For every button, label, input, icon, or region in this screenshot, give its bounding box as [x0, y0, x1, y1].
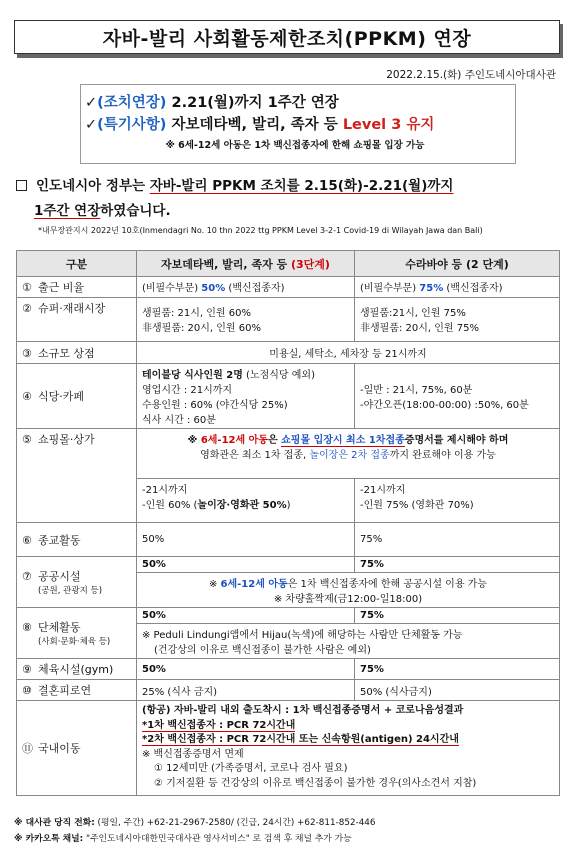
cell-notice	[137, 624, 560, 659]
cell-text: (비필수부문)	[142, 283, 202, 294]
square-bullet-icon	[16, 180, 27, 191]
row-name: 체육시설(gym)	[38, 663, 114, 676]
table-row	[17, 277, 560, 298]
row-label	[17, 342, 137, 364]
table-row	[17, 364, 560, 429]
footer-label: ※ 카카오톡 채널:	[14, 834, 84, 844]
cell-line: 非생필품: 20시, 인원 60%	[142, 323, 261, 334]
cell	[137, 364, 355, 429]
summary-tag-1: (조치연장)	[97, 95, 167, 111]
page-title: 자바-발리 사회활동제한조치(PPKM) 연장	[102, 27, 472, 50]
table-row	[17, 701, 560, 796]
cell: 50% (식사금지)	[355, 680, 560, 701]
row-name: 국내이동	[38, 742, 81, 755]
row-name: 종교활동	[38, 533, 81, 547]
summary-line-2	[85, 113, 505, 135]
footer-label: ※ 대사관 당직 전화:	[14, 818, 95, 828]
cell-line: 非생필품: 20시, 인원 75%	[360, 323, 479, 334]
note-mark: ※	[165, 140, 175, 151]
row-label	[17, 523, 137, 557]
row-label	[17, 277, 137, 298]
cell-text: 은 1차 백신접종자에 한해 공공시설 이용 가능	[287, 579, 488, 590]
cell: 50%	[137, 557, 355, 573]
cell-line: ※ 백신접종증명서 면제	[142, 748, 244, 760]
table-row	[17, 523, 560, 557]
cell-line: ② 기저질환 등 건강상의 이유로 백신접종이 불가한 경우(의사소견서 지참)	[154, 777, 477, 789]
cell-line: 생필품: 21시, 인원 60%	[142, 308, 251, 319]
row-number: ⑦	[22, 570, 32, 583]
row-number: ②	[22, 302, 32, 315]
paragraph-part1: 인도네시아 정부는	[36, 178, 146, 194]
cell-line	[142, 719, 554, 734]
cell-line: (항공) 자바-발리 내외 출도착시 : 1차 백신접종증명서 + 코로나음성결과	[142, 705, 464, 716]
cell-highlight: 놀이장은 2차 접종	[309, 450, 390, 461]
summary-note	[85, 137, 505, 151]
row-number: ④	[22, 390, 32, 403]
cell-line	[142, 446, 554, 461]
cell-line: -21시까지	[142, 485, 188, 496]
cell-line: 수용인원 : 60% (야간식당 25%)	[142, 400, 288, 411]
row-label	[17, 298, 137, 342]
summary-line-1	[85, 91, 505, 113]
summary-level: Level 3 유지	[342, 117, 435, 133]
cell-line: ※ 차량홀짝제(금12:00-일18:00)	[273, 594, 423, 605]
header-category: 구분	[17, 251, 137, 277]
cell-text: 까지 완료해야 이용 가능	[389, 450, 496, 461]
cell	[137, 298, 355, 342]
cell-text: (백신접종자)	[225, 283, 285, 294]
cell-line	[142, 366, 349, 381]
cell: 50%	[137, 659, 355, 680]
table-row	[17, 680, 560, 701]
paragraph-part3: 1주간 연장	[34, 203, 101, 219]
footer-kakao	[14, 831, 352, 844]
row-label	[17, 659, 137, 680]
measures-table	[16, 250, 560, 796]
cell-line	[142, 496, 349, 511]
decree-footnote: *내무장관지시 2022년 10호(Inmendagri No. 10 thn 2022 ttg PPKM Level 3-2-1 Covid-19 di Wilayah Jawa dan Bali)	[38, 226, 483, 235]
cell-line	[142, 575, 554, 590]
cell-text: ※	[208, 579, 221, 590]
footer-text: "주인도네시아대한민국대사관 영사서비스" 로 검색 후 채널 추가 가능	[85, 834, 352, 844]
cell-text: (노점식당 예외)	[242, 370, 315, 381]
row-number: ⑤	[22, 433, 32, 446]
cell-notice	[137, 573, 560, 608]
cell-highlight: *2차 백신접종자 : PCR 72시간내 또는 신속항원(antigen) 24시간내	[142, 734, 459, 745]
cell-line: -21시까지	[360, 485, 406, 496]
row-number: ⑧	[22, 621, 32, 634]
paragraph-part2: 자바-발리 PPKM 조치를 2.15(화)-2.21(월)까지	[149, 178, 454, 194]
cell-text: -인원 60% (	[142, 500, 198, 511]
row-number: ⑩	[22, 684, 32, 697]
table-row	[17, 429, 560, 479]
summary-text-1: 2.21(월)까지 1주간 연장	[171, 95, 339, 111]
main-paragraph	[16, 174, 564, 224]
cell-bold: 테이블당 식사인원 2명	[142, 370, 243, 381]
cell: 75%	[355, 557, 560, 573]
row-name: 결혼피로연	[38, 684, 92, 697]
table-row	[17, 342, 560, 364]
row-number: ①	[22, 281, 32, 294]
row-name: 식당·카페	[38, 390, 85, 403]
row-label	[17, 608, 137, 659]
cell-line	[142, 733, 554, 748]
summary-tag-2: (특기사항)	[97, 117, 167, 133]
cell-line	[142, 431, 554, 446]
cell	[355, 298, 560, 342]
cell: 50%	[137, 523, 355, 557]
cell-text: ※	[187, 435, 201, 446]
cell-highlight: 쇼핑몰 입장시 최소 1차접종	[281, 435, 405, 446]
cell: 75%	[355, 523, 560, 557]
row-name: 단체활동	[38, 621, 81, 634]
note-text: 6세-12세 아동은 1차 백신접종자에 한해 쇼핑몰 입장 가능	[178, 140, 425, 151]
cell-line: -야간오픈(18:00-00:00) :50%, 60분	[360, 400, 529, 411]
row-label	[17, 557, 137, 608]
cell-line: -인원 75% (영화관 70%)	[360, 500, 474, 511]
cell-text: )	[286, 500, 291, 511]
cell: 75%	[355, 608, 560, 624]
cell	[355, 364, 560, 429]
cell-line: ※ Peduli Lindungi앱에서 Hijau(녹색)에 해당하는 사람만 단체활동 가능	[142, 630, 463, 641]
cell-pct: 75%	[419, 283, 444, 294]
paragraph-part4: 하였습니다.	[100, 203, 171, 219]
header-level3-tag: (3단계)	[290, 257, 330, 271]
cell: 25% (식사 금지)	[137, 680, 355, 701]
row-name: 공공시설	[38, 570, 81, 583]
table-row	[17, 298, 560, 342]
cell-text: 은	[267, 435, 282, 446]
row-number: ⑪	[22, 742, 33, 755]
row-sub: (사회·문화·체육 등)	[38, 637, 111, 647]
cell-text: (비필수부문)	[360, 283, 420, 294]
footer-phone	[14, 815, 376, 828]
cell-line: -일반 : 21시, 75%, 60분	[360, 385, 473, 396]
row-label	[17, 701, 137, 796]
cell-line: ① 12세미만 (가족증명서, 코로나 검사 필요)	[154, 763, 348, 774]
table-row	[17, 608, 560, 624]
header-level3	[137, 251, 355, 277]
cell-line: (건강상의 이유로 백신접종이 불가한 사람은 예외)	[154, 645, 371, 656]
date-line: 2022.2.15.(화) 주인도네시아대사관	[386, 69, 556, 81]
cell: 50%	[137, 608, 355, 624]
row-number: ⑥	[22, 533, 32, 547]
check-icon: ✓	[85, 95, 98, 111]
summary-box	[80, 84, 516, 164]
cell	[137, 701, 560, 796]
check-icon: ✓	[85, 117, 98, 133]
cell-text: 영화관은 최소 1차 접종,	[200, 450, 310, 461]
row-name: 출근 비율	[38, 281, 85, 294]
cell	[355, 479, 560, 523]
cell-pct: 50%	[201, 283, 226, 294]
header-level3-text: 자보데타벡, 발리, 족자 등	[161, 257, 291, 271]
cell-line: 식사 시간 : 60분	[142, 415, 216, 426]
table-row	[17, 557, 560, 573]
title-box	[14, 20, 560, 54]
cell-age: 6세-12세 아동	[220, 579, 288, 590]
cell-text: 증명서를 제시해야 하며	[404, 435, 509, 446]
row-name: 쇼핑몰·상가	[38, 433, 95, 446]
cell-line: 영업시간 : 21시까지	[142, 385, 233, 396]
row-number: ③	[22, 346, 32, 360]
footer-text: (평일, 주간) +62-21-2967-2580/ (긴급, 24시간) +62-811-852-446	[97, 818, 376, 828]
row-name: 소규모 상점	[38, 346, 95, 360]
table-row	[17, 659, 560, 680]
paragraph-line-2	[16, 199, 564, 224]
title-banner	[14, 20, 560, 60]
header-level2: 수라바야 등 (2 단계)	[355, 251, 560, 277]
row-label	[17, 680, 137, 701]
row-sub: (공원, 관광지 등)	[38, 586, 103, 596]
paragraph-line-1	[16, 174, 564, 199]
row-number: ⑨	[22, 663, 32, 676]
table-header-row	[17, 251, 560, 277]
cell-notice	[137, 429, 560, 479]
cell-line: 생필품:21시, 인원 75%	[360, 308, 466, 319]
cell-bold: 놀이장·영화관 50%	[197, 500, 287, 511]
cell-text: (백신접종자)	[443, 283, 503, 294]
cell	[137, 479, 355, 523]
cell	[137, 277, 355, 298]
row-label	[17, 429, 137, 523]
cell-highlight: *1차 백신접종자 : PCR 72시간내	[142, 719, 296, 731]
cell: 75%	[355, 659, 560, 680]
cell-age: 6세-12세 아동	[200, 435, 268, 446]
row-name: 슈퍼·재래시장	[38, 302, 106, 315]
row-label	[17, 364, 137, 429]
cell: 미용실, 세탁소, 세차장 등 21시까지	[137, 342, 560, 364]
cell	[355, 277, 560, 298]
summary-text-2: 자보데타벡, 발리, 족자 등	[171, 117, 338, 133]
